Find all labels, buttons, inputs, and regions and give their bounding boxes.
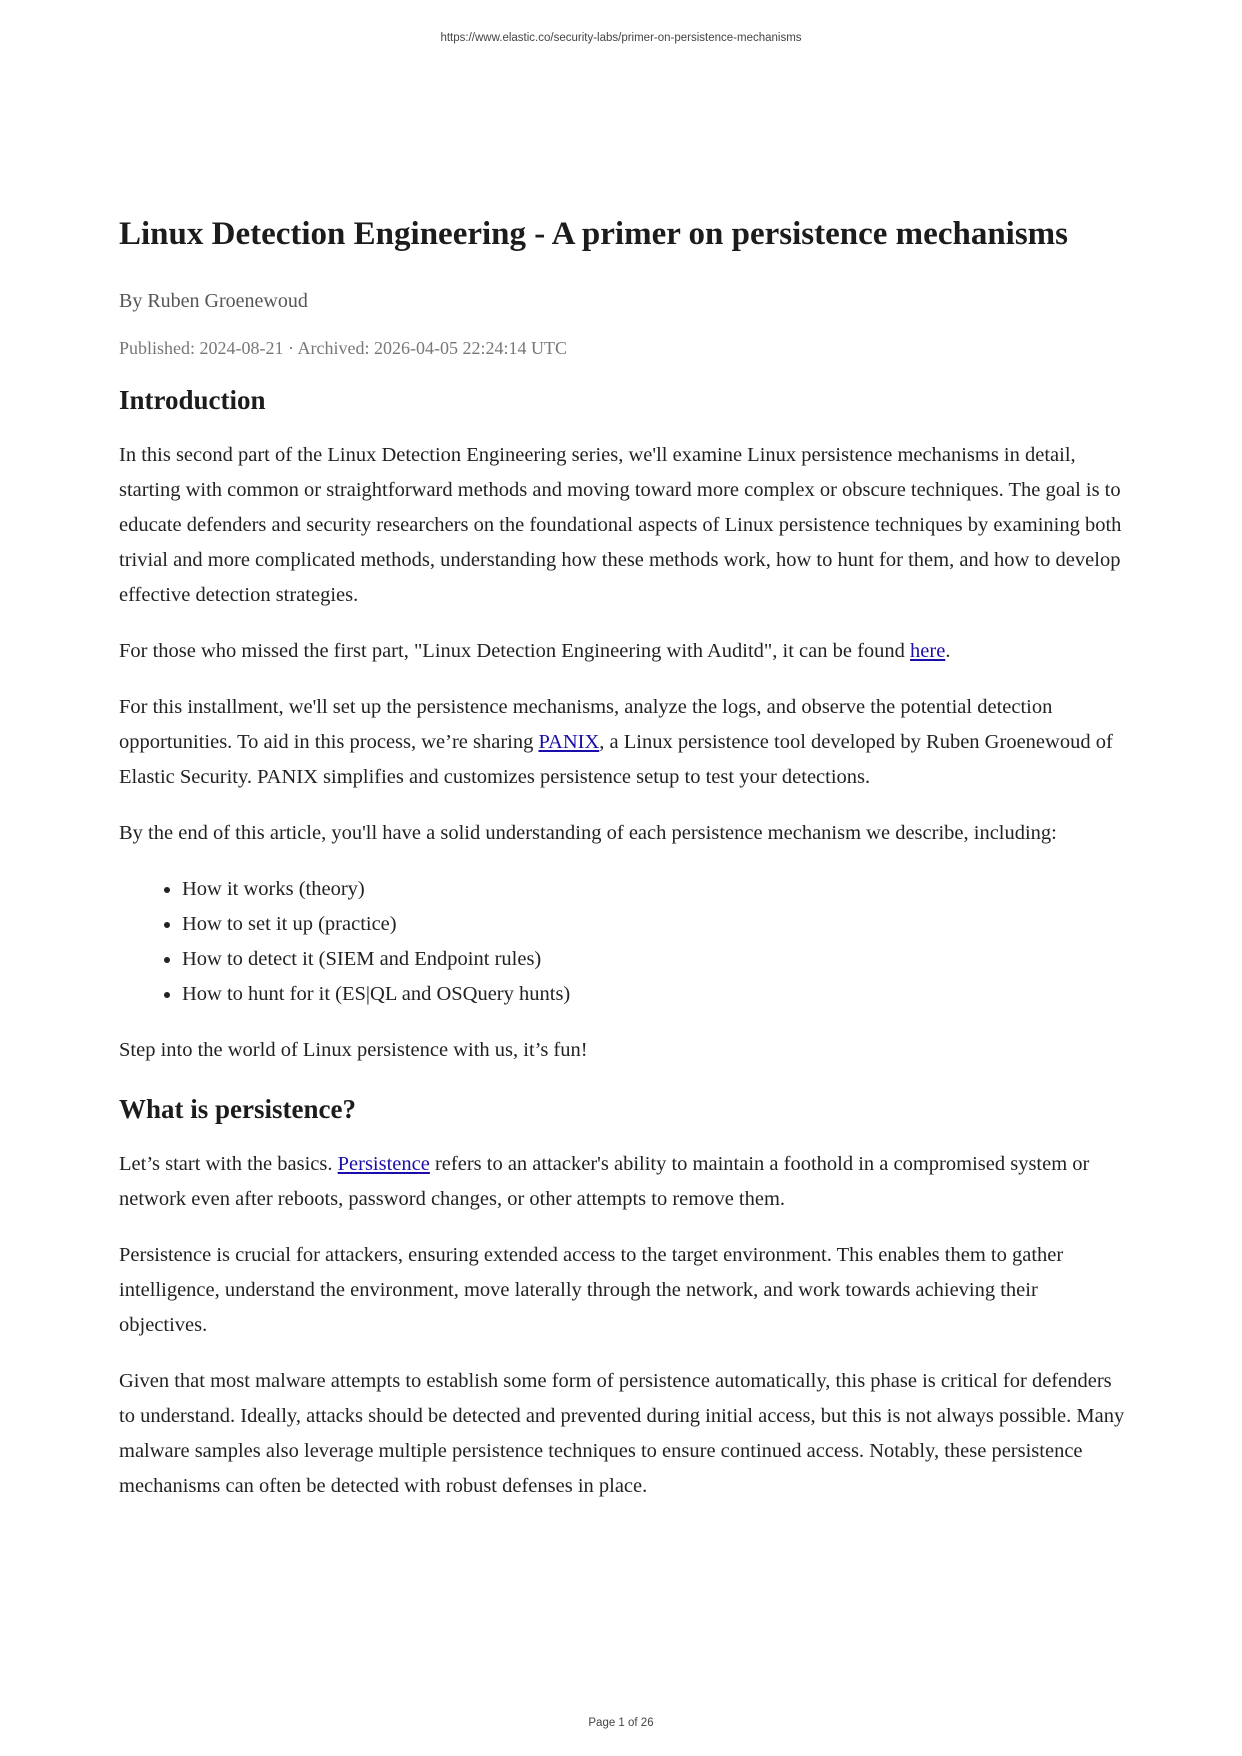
intro-paragraph-2-text: For those who missed the first part, "Linux Detection Engineering with Auditd", it can be found: [119, 640, 911, 662]
intro-paragraph-2-end: .: [945, 640, 951, 662]
list-item: • How to set it up (practice): [182, 907, 1129, 942]
here-link[interactable]: here: [910, 640, 946, 662]
article-byline: By Ruben Groenewoud: [119, 290, 308, 312]
list-item: • How it works (theory): [182, 872, 1129, 907]
list-item: • How to hunt for it (ES|QL and OSQuery hunts): [182, 977, 1129, 1012]
intro-paragraph-2: [119, 634, 1129, 669]
persistence-paragraph-2: Persistence is crucial for attackers, ensuring extended access to the target environment. This enables them to gather intelligence, understand the environment, move laterally through the network, and work towards achieving their objectives.: [119, 1244, 1064, 1336]
intro-paragraph-3-end: , a Linux persistence tool developed by Ruben Groenewoud of Elastic Security. PANIX simplifies and customizes persistence setup to test your detections.: [119, 731, 1113, 788]
persistence-paragraph-1: [119, 1147, 1129, 1217]
persistence-paragraph-1-end: refers to an attacker's ability to maintain a foothold in a compromised system or network even after reboots, password changes, or other attempts to remove them.: [119, 1153, 1090, 1210]
learning-objectives-list: [119, 872, 1129, 1012]
persistence-paragraph-1-text: Let’s start with the basics.: [119, 1153, 338, 1175]
list-item: • How to detect it (SIEM and Endpoint rules): [182, 942, 1129, 977]
article-body: [119, 206, 1129, 1504]
intro-paragraph-3: [119, 690, 1129, 795]
heading-what-is-persistence: What is persistence?: [119, 1094, 356, 1124]
persistence-link[interactable]: Persistence: [337, 1153, 430, 1175]
article-title: Linux Detection Engineering - A primer on persistence mechanisms: [119, 216, 1069, 252]
page-url-header: https://www.elastic.co/security-labs/primer-on-persistence-mechanisms: [440, 32, 802, 44]
page-number-footer: Page 1 of 26: [588, 1717, 654, 1729]
intro-paragraph-1: In this second part of the Linux Detection Engineering series, we'll examine Linux persistence mechanisms in detail, starting with common or straightforward methods and moving toward more complex or obscure techniques. The goal is to educate defenders and security researchers on the foundational aspects of Linux persistence techniques by examining both trivial and more complicated methods, understanding how these methods work, how to hunt for them, and how to develop effective detection strategies.: [119, 444, 1122, 606]
publish-archive-date: Published: 2024-08-21 · Archived: 2026-04-05 22:24:14 UTC: [119, 338, 567, 358]
intro-paragraph-5: Step into the world of Linux persistence with us, it’s fun!: [119, 1039, 588, 1061]
heading-introduction: Introduction: [119, 385, 266, 415]
panix-link[interactable]: PANIX: [538, 731, 600, 753]
persistence-paragraph-3: Given that most malware attempts to establish some form of persistence automatically, this phase is critical for defenders to understand. Ideally, attacks should be detected and prevented during initial access, but this is not always possible. Many malware samples also leverage multiple persistence techniques to ensure continued access. Notably, these persistence mechanisms can often be detected with robust defenses in place.: [119, 1370, 1125, 1497]
intro-paragraph-3-text: For this installment, we'll set up the persistence mechanisms, analyze the logs, and observe the potential detection opportunities. To aid in this process, we’re sharing: [119, 696, 1053, 753]
intro-paragraph-4: By the end of this article, you'll have a solid understanding of each persistence mechanism we describe, including:: [119, 822, 1057, 844]
